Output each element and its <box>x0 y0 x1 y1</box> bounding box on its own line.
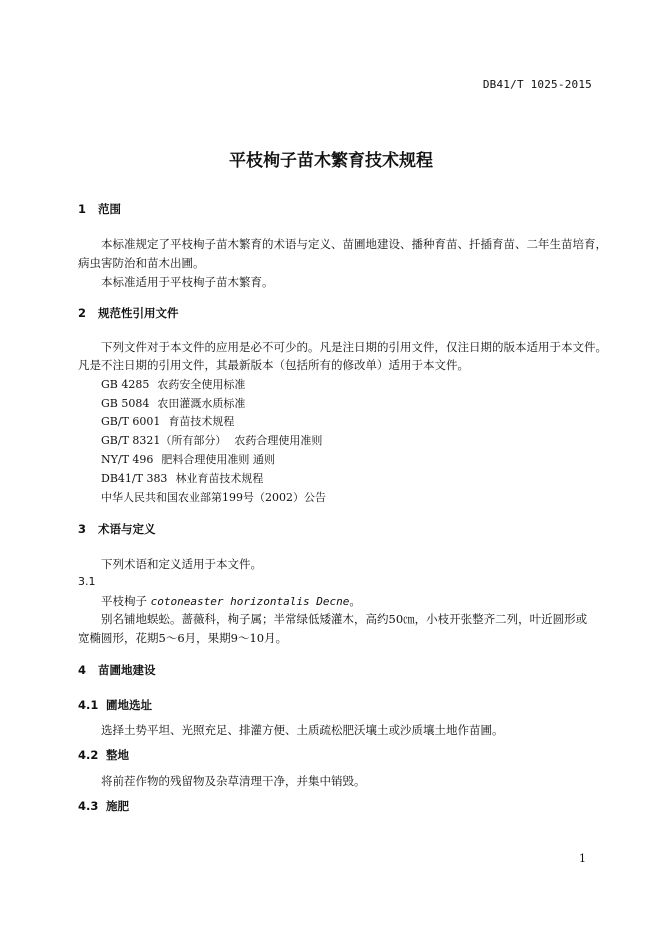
section-title: 范围 <box>98 202 121 216</box>
paragraph-line: 病虫害防治和苗木出圃。 <box>78 256 205 270</box>
paragraph: 选择土势平坦、光照充足、排灌方便、土质疏松肥沃壤土或沙质壤土地作苗圃。 <box>101 723 504 737</box>
subsection-number: 4.3 <box>78 799 99 813</box>
section-title: 规范性引用文件 <box>98 306 179 320</box>
reference-item <box>101 451 275 467</box>
subsection-4-1-heading <box>78 697 152 713</box>
term-number: 3.1 <box>78 575 96 588</box>
section-number: 4 <box>78 663 87 677</box>
reference-item <box>101 489 326 505</box>
section-number: 2 <box>78 306 87 320</box>
paragraph: 下列术语和定义适用于本文件。 <box>101 557 262 571</box>
reference-title: 肥料合理使用准则 通则 <box>161 453 275 466</box>
term-end-mark: 。 <box>349 594 361 608</box>
reference-title: 农田灌溉水质标准 <box>157 397 246 410</box>
term-name: 平枝栒子 <box>101 594 147 608</box>
section-1-heading <box>78 201 121 217</box>
subsection-number: 4.2 <box>78 748 99 762</box>
reference-code: GB 5084 <box>101 397 150 410</box>
subsection-4-2-heading <box>78 747 129 763</box>
section-2-heading <box>78 305 179 321</box>
reference-title: 林业育苗技术规程 <box>175 472 264 485</box>
reference-title: 农药合理使用准则 <box>234 434 323 447</box>
paragraph-line: 下列文件对于本文件的应用是必不可少的。凡是注日期的引用文件，仅注日期的版本适用于本文件。 <box>101 340 607 354</box>
reference-item <box>101 413 234 429</box>
paragraph: 将前茬作物的残留物及杂草清理干净，并集中销毁。 <box>101 774 366 788</box>
section-title: 苗圃地建设 <box>98 663 156 677</box>
reference-item <box>101 395 245 411</box>
subsection-title: 整地 <box>106 748 129 762</box>
subsection-title: 施肥 <box>106 799 129 813</box>
reference-item <box>101 376 245 392</box>
section-3-heading <box>78 521 156 537</box>
standard-number: DB41/T 1025-2015 <box>482 78 592 91</box>
section-4-heading <box>78 662 156 678</box>
subsection-title: 圃地选址 <box>106 698 152 712</box>
page-number: 1 <box>579 852 586 865</box>
reference-code: GB 4285 <box>101 378 150 391</box>
paragraph: 本标准适用于平枝栒子苗木繁育。 <box>101 275 274 289</box>
reference-code: GB/T 6001 <box>101 415 161 428</box>
reference-title: 育苗技术规程 <box>168 415 235 428</box>
reference-item <box>101 432 322 448</box>
subsection-number: 4.1 <box>78 698 99 712</box>
paragraph-line: 别名铺地蜈蚣。蔷薇科，栒子属；半常绿低矮灌木，高约50㎝，小枝开张整齐二列，叶近圆形或 <box>101 612 588 626</box>
term-entry <box>101 593 361 609</box>
reference-code: NY/T 496 <box>101 453 154 466</box>
term-latin-name: cotoneaster horizontalis Decne <box>150 595 350 608</box>
paragraph-line: 宽椭圆形，花期5～6月，果期9～10月。 <box>78 631 288 645</box>
paragraph-line: 凡是不注日期的引用文件，其最新版本（包括所有的修改单）适用于本文件。 <box>78 358 469 372</box>
section-title: 术语与定义 <box>98 522 156 536</box>
reference-code: 中华人民共和国农业部第199号（2002）公告 <box>101 491 326 504</box>
document-title: 平枝栒子苗木繁育技术规程 <box>229 151 433 171</box>
paragraph-line: 本标准规定了平枝栒子苗木繁育的术语与定义、苗圃地建设、播种育苗、扦插育苗、二年生苗培育， <box>101 237 607 251</box>
reference-code: DB41/T 383 <box>101 472 168 485</box>
subsection-4-3-heading <box>78 798 129 814</box>
reference-item <box>101 470 263 486</box>
section-number: 3 <box>78 522 87 536</box>
reference-title: 农药安全使用标准 <box>157 378 246 391</box>
section-number: 1 <box>78 202 87 216</box>
reference-code: GB/T 8321（所有部分） <box>101 434 227 447</box>
